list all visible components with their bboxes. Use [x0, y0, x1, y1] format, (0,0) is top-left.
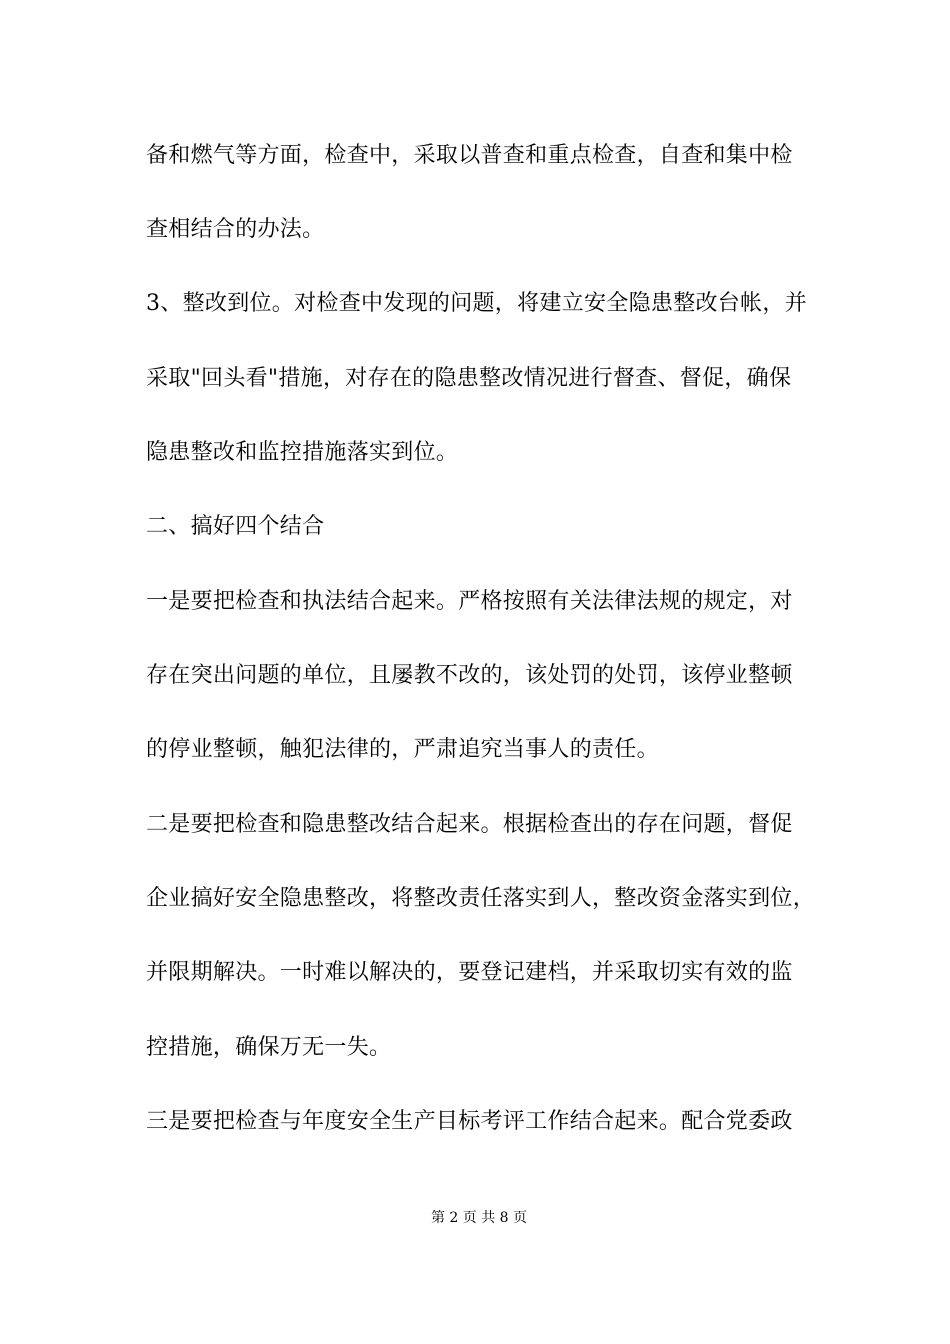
text-line-9: 的停业整顿，触犯法律的，严肃追究当事人的责任。	[146, 737, 659, 762]
text-line-4: 采取"回头看"措施，对存在的隐患整改情况进行督查、督促，确保	[146, 366, 792, 391]
text-line-8: 存在突出问题的单位，且屡教不改的，该处罚的处罚，该停业整顿	[146, 663, 793, 688]
text-line-12: 并限期解决。一时难以解决的，要登记建档，并采取切实有效的监	[146, 960, 793, 985]
text-line-11: 企业搞好安全隐患整改，将整改责任落实到人，整改资金落实到位，	[146, 886, 816, 911]
text-line-5: 隐患整改和监控措施落实到位。	[146, 440, 459, 465]
text-line-2: 查相结合的办法。	[146, 217, 325, 242]
text-line-3: 3、整改到位。对检查中发现的问题，将建立安全隐患整改台帐，并	[146, 291, 807, 316]
section-heading: 二、搞好四个结合	[146, 514, 325, 539]
text-line-1: 备和燃气等方面，检查中，采取以普查和重点检查，自查和集中检	[146, 143, 793, 168]
text-line-13: 控措施，确保万无一失。	[146, 1035, 392, 1060]
page-number: 第 2 页 共 8 页	[430, 1210, 528, 1226]
text-line-10: 二是要把检查和隐患整改结合起来。根据检查出的存在问题，督促	[146, 812, 793, 837]
text-line-7: 一是要把检查和执法结合起来。严格按照有关法律法规的规定，对	[146, 589, 793, 614]
text-line-14: 三是要把检查与年度安全生产目标考评工作结合起来。配合党委政	[146, 1109, 793, 1134]
